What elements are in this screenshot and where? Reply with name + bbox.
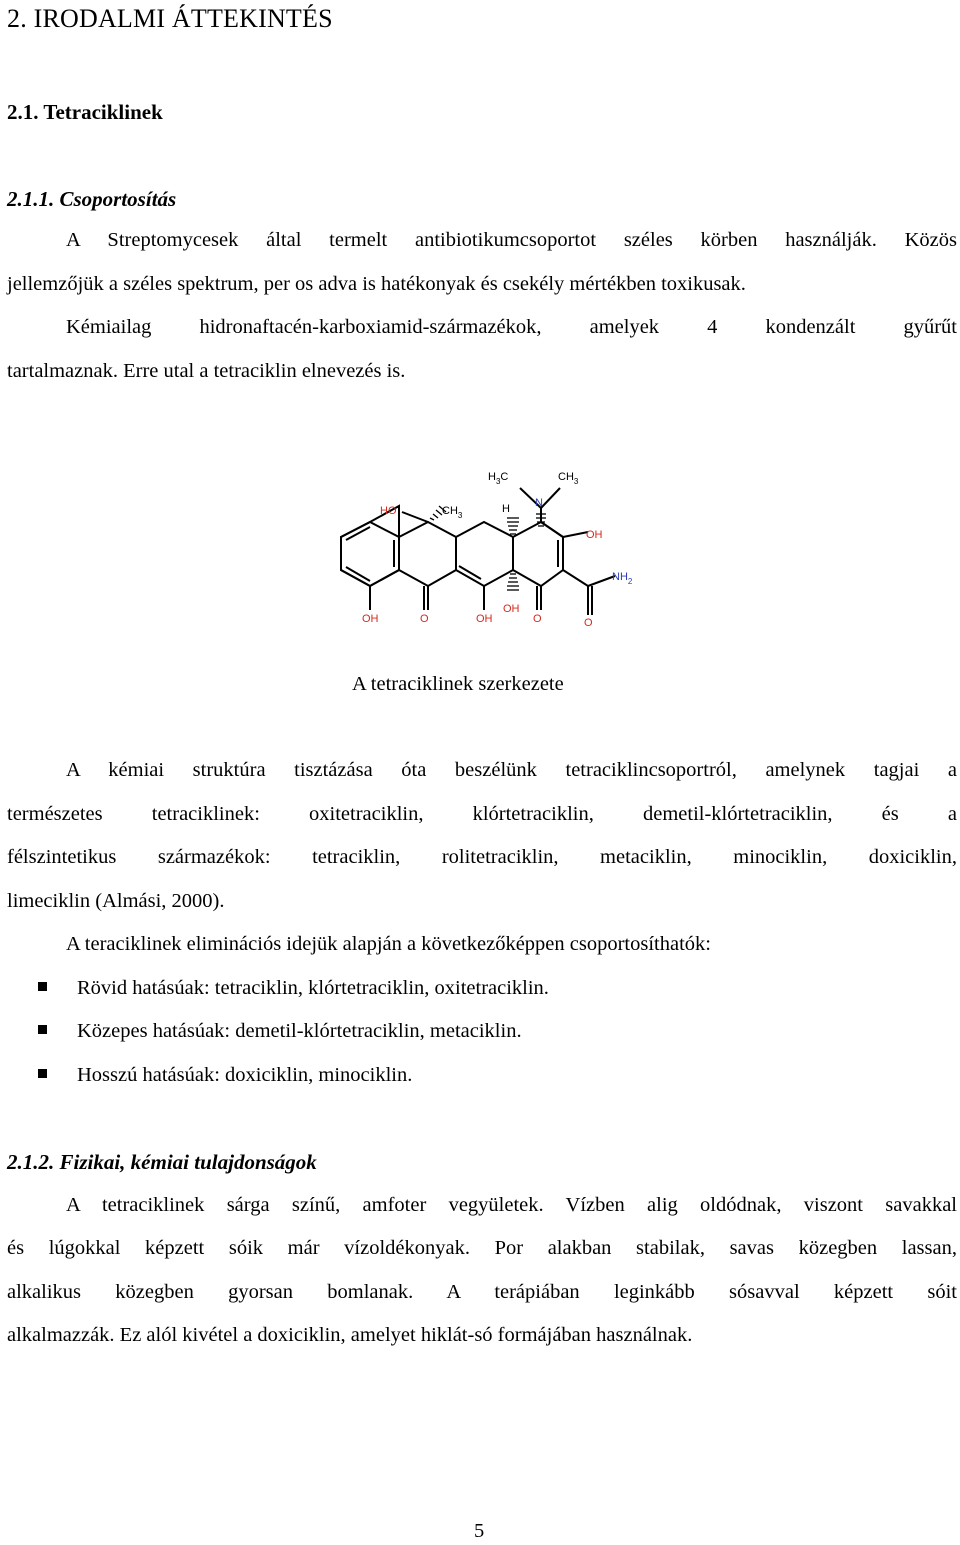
chapter-heading: 2. IRODALMI ÁTTEKINTÉS	[7, 4, 333, 33]
hydroxyl-label-bottom-3: OH	[476, 613, 493, 625]
list-item	[38, 1020, 522, 1043]
figure-caption: A tetraciklinek szerkezete	[352, 673, 564, 695]
list-item	[38, 1064, 412, 1087]
paragraph-line: jellemzőjük a széles spektrum, per os adva is hatékonyak és csekély mértékben toxikusak.	[7, 273, 746, 295]
paragraph-line: A Streptomycesek által termelt antibiotikumcsoportot széles körben használják. Közös	[66, 229, 957, 251]
list-item-text: Hosszú hatásúak: doxiciklin, minociklin.	[77, 1064, 413, 1086]
paragraph-line: tartalmaznak. Erre utal a tetraciklin elnevezés is.	[7, 360, 406, 382]
paragraph-line: Kémiailag hidronaftacén-karboxiamid-származékok, amelyek 4 kondenzált gyűrűt	[66, 316, 957, 338]
hydrogen-label: H	[502, 503, 510, 515]
paragraph-line: A teraciklinek eliminációs idejük alapján a következőképpen csoportosíthatók:	[66, 933, 711, 955]
hydroxyl-label-bottom-1: OH	[362, 613, 379, 625]
square-bullet-icon	[38, 1069, 47, 1078]
paragraph-line: alkalmazzák. Ez alól kivétel a doxiciklin, amelyet hiklát-só formájában használnak.	[7, 1324, 693, 1346]
oxo-label-bottom-5: O	[533, 613, 542, 625]
paragraph-line: természetes tetraciklinek: oxitetraciklin, klórtetraciklin, demetil-klórtetraciklin, és a	[7, 803, 957, 825]
list-item-text: Rövid hatásúak: tetraciklin, klórtetraciklin, oxitetraciklin.	[77, 977, 549, 999]
nitrogen-label: N	[535, 497, 543, 509]
hydroxyl-label-right: OH	[586, 529, 603, 541]
methyl-label-h3c: $H_3C$	[488, 471, 509, 486]
methyl-label-left: $CH_3$	[442, 505, 463, 520]
paragraph-line: A kémiai struktúra tisztázása óta beszélünk tetraciklincsoportról, amelynek tagjai a	[66, 759, 957, 781]
subsection-heading-tulajdonsagok: 2.1.2. Fizikai, kémiai tulajdonságok	[7, 1150, 317, 1174]
subsection-heading-csoportositas: 2.1.1. Csoportosítás	[7, 187, 177, 211]
paragraph-line: A tetraciklinek sárga színű, amfoter vegyületek. Vízben alig oldódnak, viszont savakkal	[66, 1194, 957, 1216]
paragraph-line: és lúgokkal képzett sóik már vízoldékonyak. Por alakban stabilak, savas közegben lassan,	[7, 1237, 957, 1259]
oxo-label-bottom-6: O	[584, 617, 593, 629]
oxo-label-bottom-2: O	[420, 613, 429, 625]
tetracycline-structure-diagram	[330, 460, 650, 650]
page-number: 5	[474, 1520, 485, 1542]
square-bullet-icon	[38, 1025, 47, 1034]
paragraph-line: limeciklin (Almási, 2000).	[7, 890, 225, 912]
hydroxyl-label-bottom-4: OH	[503, 603, 520, 615]
methyl-label-right: $CH_3$	[558, 471, 579, 486]
list-item	[38, 977, 549, 1000]
paragraph-line: alkalikus közegben gyorsan bomlanak. A terápiában leginkább sósavval képzett sóit	[7, 1281, 957, 1303]
list-item-text: Közepes hatásúak: demetil-klórtetraciklin, metaciklin.	[77, 1020, 522, 1042]
amine-label: $NH_2$	[612, 571, 633, 586]
hydroxyl-label-top: HO	[380, 505, 397, 517]
section-heading-tetraciklinek: 2.1. Tetraciklinek	[7, 100, 163, 124]
paragraph-line: félszintetikus származékok: tetraciklin, rolitetraciklin, metaciklin, minociklin, doxiciklin,	[7, 846, 957, 868]
square-bullet-icon	[38, 982, 47, 991]
